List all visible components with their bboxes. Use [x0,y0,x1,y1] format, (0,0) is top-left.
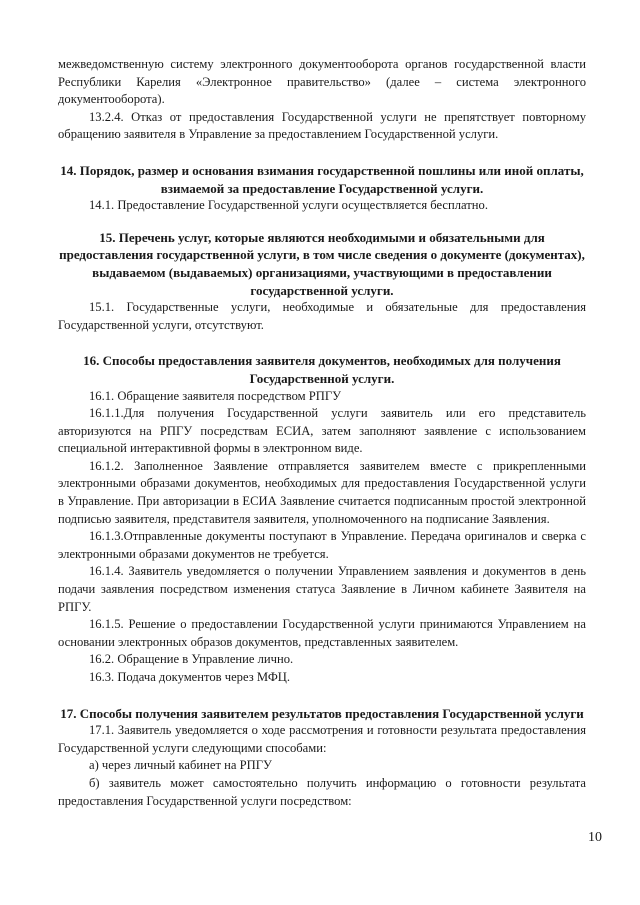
paragraph-13-2-4: 13.2.4. Отказ от предоставления Государственной услуги не препятствует повторному обращению заявителя в Управление за предоставлением Государственной услуги. [58,109,586,142]
paragraph-17-1: 17.1. Заявитель уведомляется о ходе рассмотрения и готовности результата предоставления Государственной услуги следующими способами: [58,723,586,755]
paragraph-16-1-2: 16.1.2. Заполненное Заявление отправляется заявителем вместе с прикрепленными электронными образами документов, необходимых для предоставления Государственной услуги в Управление. При авторизации в ЕСИА Заявление считается подписанным простой электронной подписью заявителя, представителя заявителя, уполномоченного на подписание Заявления. [58,458,586,526]
paragraph-14-1: 14.1. Предоставление Государственной услуги осуществляется бесплатно. [89,198,488,213]
paragraph-16-1-5: 16.1.5. Решение о предоставлении Государственной услуги принимаются Управлением на основании электронных образов документов, представленных заявителем. [58,617,586,649]
heading-section-14: 14. Порядок, размер и основания взимания государственной пошлины или иной оплаты, взимаемой за предоставление Государственной услуги. [60,162,584,196]
heading-section-15: 15. Перечень услуг, которые являются необходимыми и обязательными для предоставления государственной услуги, в том числе сведения о документе (документах), выдаваемом (выдаваемых) организациями, участвующими в предоставлении государственной услуги. [59,229,585,298]
paragraph-16-1: 16.1. Обращение заявителя посредством РПГУ [89,388,342,403]
paragraph-16-1-4: 16.1.4. Заявитель уведомляется о получении Управлением заявления и документов в день подачи заявления посредством изменения статуса Заявление в Личном кабинете Заявителя на РПГУ. [58,564,586,614]
paragraph-16-1-3: 16.1.3.Отправленные документы поступают в Управление. Передача оригиналов и сверка с электронными образами документов не требуется. [58,529,586,561]
heading-section-17: 17. Способы получения заявителем результатов предоставления Государственной услуги [60,705,584,721]
paragraph-intro: межведомственную систему электронного документооборота органов государственной власти Республики Карелия «Электронное правительство» (далее – система электронного документооборота). [58,57,586,107]
document-page [58,56,586,810]
paragraph-16-1-1: 16.1.1.Для получения Государственной услуги заявитель или его представитель авторизуются на РПГУ посредствам ЕСИА, затем заполняют заявление с использованием специальной интерактивной формы в электронном виде. [58,406,586,456]
paragraph-16-2: 16.2. Обращение в Управление лично. [89,652,294,667]
paragraph-16-3: 16.3. Подача документов через МФЦ. [89,670,291,684]
paragraph-15-1: 15.1. Государственные услуги, необходимые и обязательные для предоставления Государственной услуги, отсутствуют. [58,300,586,332]
paragraph-17-1-a: а) через личный кабинет на РПГУ [89,758,272,773]
heading-section-16: 16. Способы предоставления заявителя документов, необходимых для получения Государственной услуги. [83,353,561,386]
page-number: 10 [588,830,602,845]
paragraph-17-1-b: б) заявитель может самостоятельно получить информацию о готовности результата предоставления Государственной услуги посредством: [58,775,586,808]
